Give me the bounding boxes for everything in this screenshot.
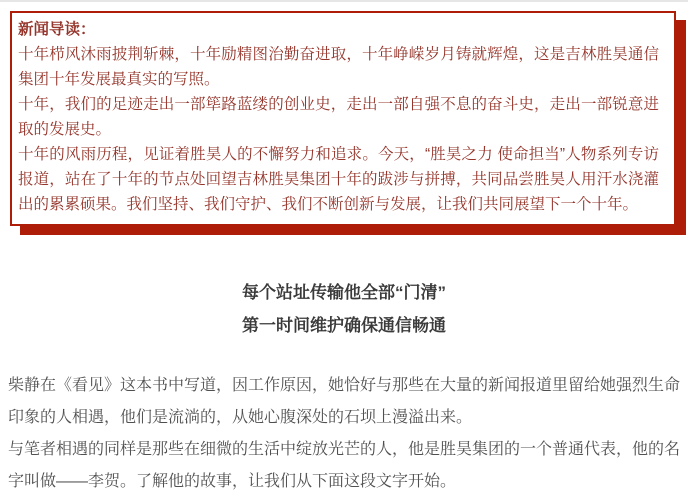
news-intro-paragraph-3: 十年的风雨历程，见证着胜昊人的不懈努力和追求。今天，“胜昊之力 使命担当”人物系列专访报道，站在了十年的节点处回望吉林胜昊集团十年的跋涉与拼搏，共同品尝胜昊人用汗水浇灌出的累累硕果。我们坚持、我们守护、我们不断创新与发展，让我们共同展望下一个十年。 xyxy=(18,146,659,213)
article-title-line2: 第一时间维护确保通信畅通 xyxy=(242,316,446,335)
news-intro-paragraph-1: 十年栉风沐雨披荆斩棘，十年励精图治勤奋进取，十年峥嵘岁月铸就辉煌，这是吉林胜昊通信集团十年发展最真实的写照。 xyxy=(18,46,659,88)
news-intro-box xyxy=(10,11,676,226)
article-body xyxy=(0,370,688,496)
news-intro-paragraph-2: 十年，我们的足迹走出一部筚路蓝缕的创业史，走出一部自强不息的奋斗史，走出一部锐意进取的发展史。 xyxy=(18,96,659,138)
body-paragraph-2: 与笔者相遇的同样是那些在细微的生活中绽放光芒的人，他是胜昊集团的一个普通代表，他的名字叫做——李贺。了解他的故事，让我们从下面这段文字开始。 xyxy=(8,441,681,490)
article-title xyxy=(0,276,688,342)
article-title-line1: 每个站址传输他全部“门清” xyxy=(242,283,446,302)
news-intro-heading: 新闻导读： xyxy=(18,21,96,38)
body-paragraph-1: 柴静在《看见》这本书中写道，因工作原因，她恰好与那些在大量的新闻报道里留给她强烈生命印象的人相遇，他们是流淌的，从她心腹深处的石坝上漫溢出来。 xyxy=(8,377,681,426)
